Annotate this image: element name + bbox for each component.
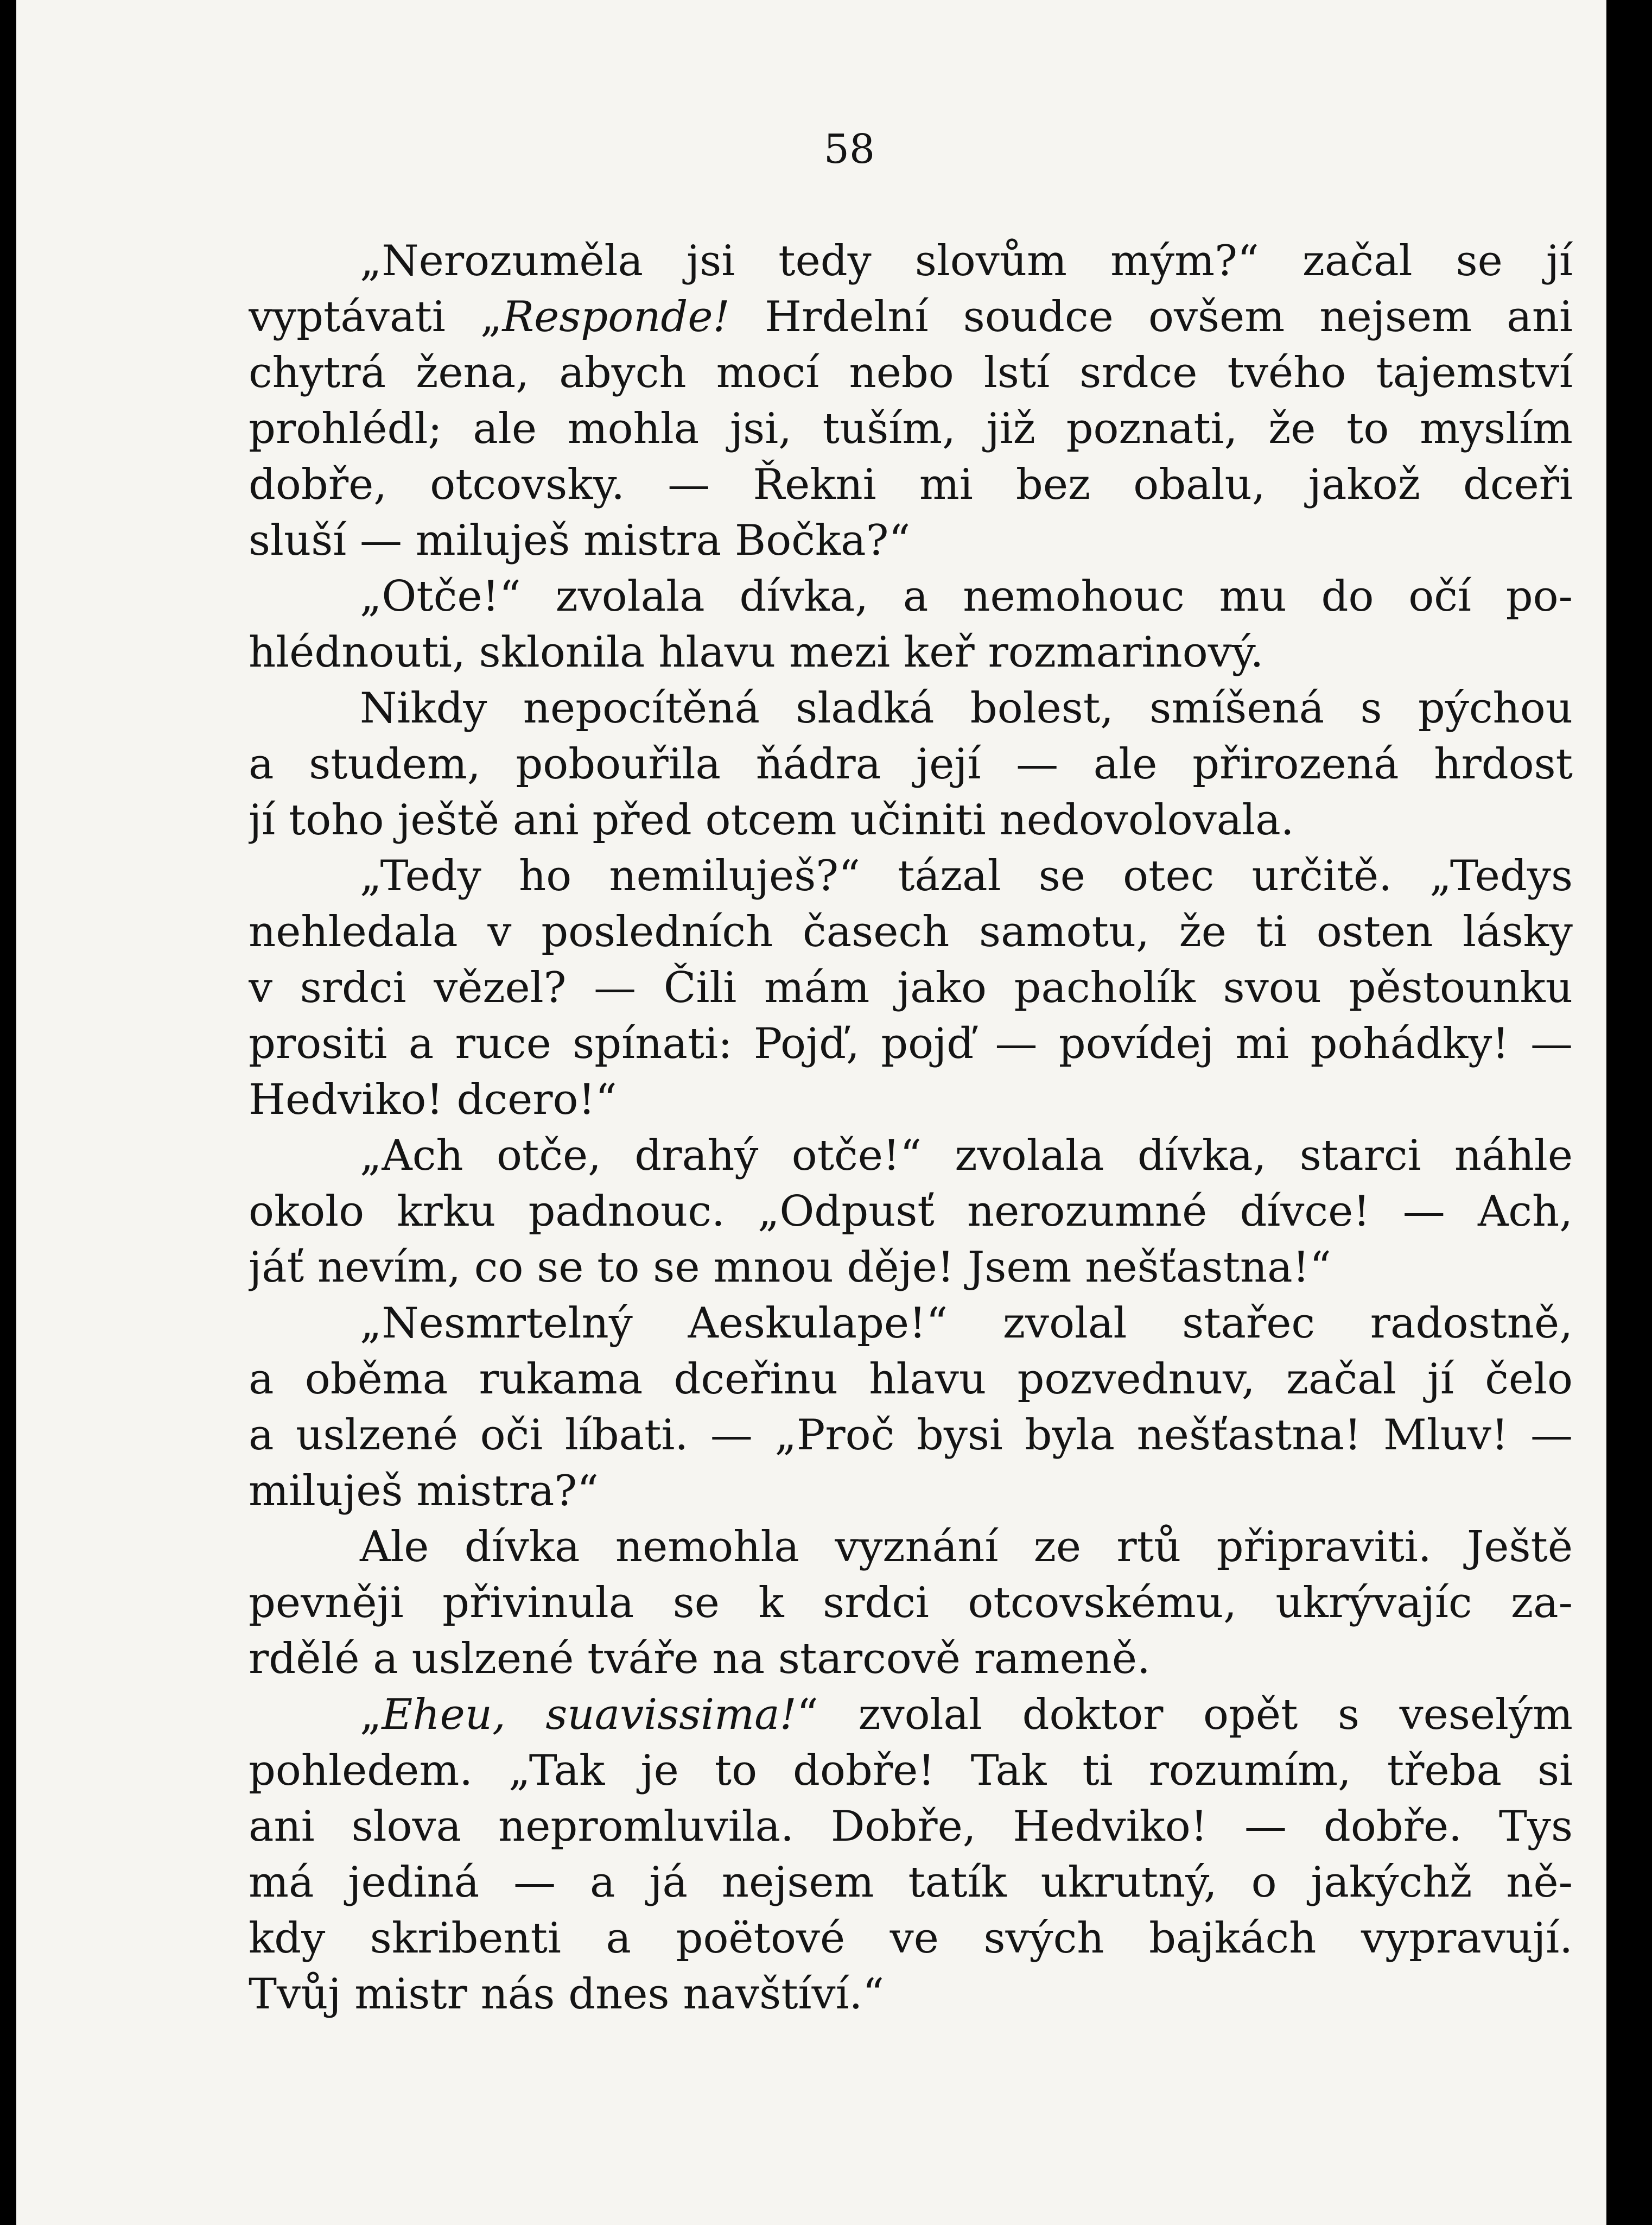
text-line: v srdci vězel? — Čili mám jako pacholík svou pěstounku [249,963,1573,1012]
text-line: rdělé a uslzené tváře na starcově rameně. [249,1634,1151,1683]
text-fragment: „ [360,1690,382,1739]
text-line: „Nesmrtelný Aeskulape!“ zvolal stařec radostně, [360,1299,1573,1348]
page-number: 58 [823,126,875,173]
text-line: okolo krku padnouc. „Odpusť nerozumné dívce! — Ach, [249,1187,1573,1236]
text-line: „Ach otče, drahý otče!“ zvolala dívka, starci náhle [360,1131,1573,1180]
text-line: jáť nevím, co se to se mnou děje! Jsem nešťastna!“ [249,1243,1331,1292]
latin-phrase: Responde! [502,293,730,341]
text-line: prohlédl; ale mohla jsi, tuším, již poznati, že to myslím [249,404,1573,453]
text-line [249,289,1573,345]
text-line: „Nerozuměla jsi tedy slovům mým?“ začal se jí [360,237,1573,286]
text-line: pevněji přivinula se k srdci otcovskému, ukrývajíc za- [249,1579,1573,1627]
text-fragment: Hrdelní soudce ovšem nejsem ani [729,293,1573,341]
text-fragment: “ zvolal doktor opět s veselým [797,1690,1573,1739]
text-line: pohledem. „Tak je to dobře! Tak ti rozumím, třeba si [249,1746,1573,1795]
text-line: sluší — miluješ mistra Bočka?“ [249,516,911,565]
text-line: „Otče!“ zvolala dívka, a nemohouc mu do očí po- [360,572,1573,621]
text-line: Nikdy nepocítěná sladká bolest, smíšená s pýchou [360,684,1573,733]
text-line: nehledala v posledních časech samotu, že ti osten lásky [249,908,1573,956]
text-line: má jediná — a já nejsem tatík ukrutný, o jakýchž ně- [249,1858,1573,1907]
text-line: kdy skribenti a poëtové ve svých bajkách vypravují. [249,1914,1573,1963]
book-page [16,0,1606,2225]
text-line: chytrá žena, abych mocí nebo lstí srdce tvého tajemství [249,348,1573,397]
text-line: hlédnouti, sklonila hlavu mezi keř rozmarinový. [249,628,1264,677]
text-line: Hedviko! dcero!“ [249,1075,617,1124]
text-fragment: vyptávati „ [249,293,503,341]
text-line: miluješ mistra?“ [249,1467,599,1516]
text-line: a studem, pobouřila ňádra její — ale přirozená hrdost [249,740,1573,789]
text-line: Tvůj mistr nás dnes navštíví.“ [249,1970,885,2019]
latin-phrase: Eheu, suavissima! [382,1690,797,1739]
text-line: Ale dívka nemohla vyznání ze rtů připraviti. Ještě [360,1523,1573,1571]
text-line: dobře, otcovsky. — Řekni mi bez obalu, jakož dceři [249,460,1573,509]
text-line: prositi a ruce spínati: Pojď, pojď — povídej mi pohádky! — [249,1019,1573,1068]
text-line: a oběma rukama dceřinu hlavu pozvednuv, začal jí čelo [249,1355,1573,1404]
text-line: a uslzené oči líbati. — „Proč bysi byla nešťastna! Mluv! — [249,1411,1573,1460]
body-text [249,233,1573,2023]
text-line: jí toho ještě ani před otcem učiniti nedovolovala. [249,796,1294,845]
text-line: „Tedy ho nemiluješ?“ tázal se otec určitě. „Tedys [360,852,1573,901]
text-line: ani slova nepromluvila. Dobře, Hedviko! — dobře. Tys [249,1802,1573,1851]
text-line [249,1687,1573,1743]
